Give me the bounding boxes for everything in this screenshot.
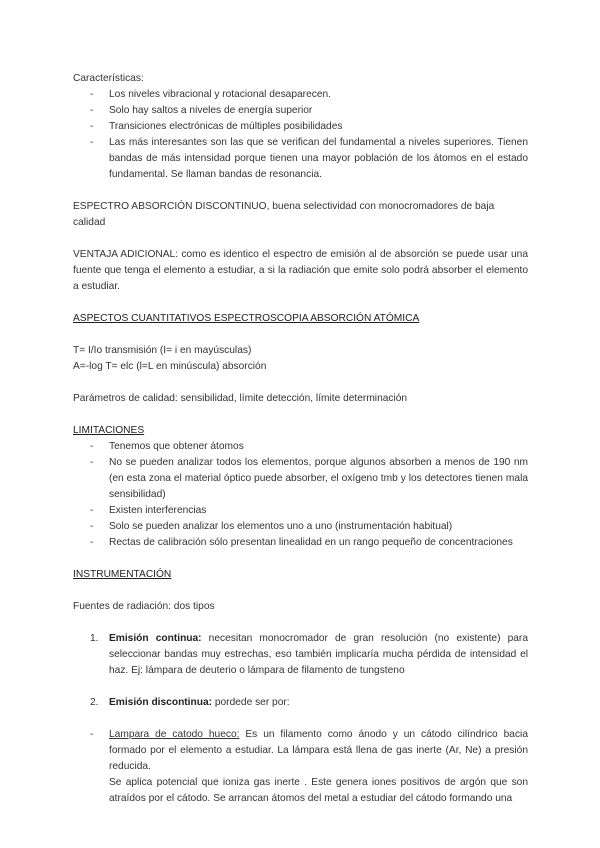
instrumentacion-heading: INSTRUMENTACIÓN [73, 569, 172, 580]
list-item: - Solo hay saltos a niveles de energía superior [73, 103, 528, 119]
lampara-list [73, 727, 528, 807]
absorcion-formula: A=-log T= elc (l=L en minúscula) absorción [73, 361, 267, 372]
list-item: - Tenemos que obtener átomos [73, 439, 528, 455]
lampara-text: Es un filamento como ánodo y un cátodo cilíndrico bacia formado por el elemento a estudiar. La lámpara está llena de gas inerte (Ar, Ne) a presión reducida. [109, 729, 528, 772]
fuentes-list [73, 631, 528, 679]
document-content [73, 71, 528, 807]
list-item-title: Emisión discontinua: [109, 697, 213, 708]
limitaciones-heading: LIMITACIONES [73, 425, 145, 436]
list-item-title: Emisión continua: [109, 633, 202, 644]
transmision-formula: T= I/Io transmisión (I= i en mayúsculas) [73, 345, 252, 356]
list-item: - Transiciones electrónicas de múltiples posibilidades [73, 119, 528, 135]
list-item [73, 695, 528, 711]
fuentes-paragraph: Fuentes de radiación: dos tipos [73, 601, 215, 612]
caracteristicas-title: Características: [73, 73, 144, 84]
list-number: 2. [90, 697, 99, 708]
list-item-text: necesitan monocromador de gran resolución (no existente) para seleccionar bandas muy estrechas, eso también implicaría mucha pérdida de intensidad el haz. Ej: lámpara de deuterio o lámpara de filamento de tungsteno [109, 633, 528, 676]
list-item [73, 727, 528, 807]
ventaja-paragraph: VENTAJA ADICIONAL: como es identico el espectro de emisión al de absorción se puede usar una fuente que tenga el elemento a estudiar, a si la radiación que emite solo podrá absorber el elemento a estudiar. [73, 249, 528, 292]
list-item: - No se pueden analizar todos los elementos, porque algunos absorben a menos de 190 nm (en esta zona el material óptico puede absorber, el oxígeno tmb y los detectores tienen mala sensibilidad) [73, 455, 528, 503]
parametros-paragraph: Parámetros de calidad: sensibilidad, límite detección, límite determinación [73, 393, 408, 404]
list-item: - Existen interferencias [73, 503, 528, 519]
limitaciones-list [73, 439, 528, 551]
lampara-text-2: Se aplica potencial que ioniza gas inerte . Este genera iones positivos de argón que son atraídos por el cátodo. Se arrancan átomos del metal a estudiar del cátodo formando una [109, 777, 528, 804]
list-item-text: pordede ser por: [212, 697, 290, 708]
list-item: - Rectas de calibración sólo presentan linealidad en un rango pequeño de concentraciones [73, 535, 528, 551]
lampara-title: Lampara de catodo hueco: [109, 729, 240, 740]
aspectos-heading: ASPECTOS CUANTITATIVOS ESPECTROSCOPIA ABSORCIÓN ATÓMICA [73, 313, 420, 324]
caracteristicas-list [73, 87, 528, 183]
list-item: - Las más interesantes son las que se verifican del fundamental a niveles superiores. Tienen bandas de más intensidad porque tienen una mayor población de los átomos en el estado fundamental. Se llaman bandas de resonancia. [73, 135, 528, 183]
list-item: - Los niveles vibracional y rotacional desaparecen. [73, 87, 528, 103]
espectro-paragraph: ESPECTRO ABSORCIÓN DISCONTINUO, buena selectividad con monocromadores de baja calidad [73, 201, 495, 228]
fuentes-list-2 [73, 695, 528, 711]
list-item: - Solo se pueden analizar los elementos uno a uno (instrumentación habitual) [73, 519, 528, 535]
list-item [73, 631, 528, 679]
list-number: 1. [90, 633, 99, 644]
